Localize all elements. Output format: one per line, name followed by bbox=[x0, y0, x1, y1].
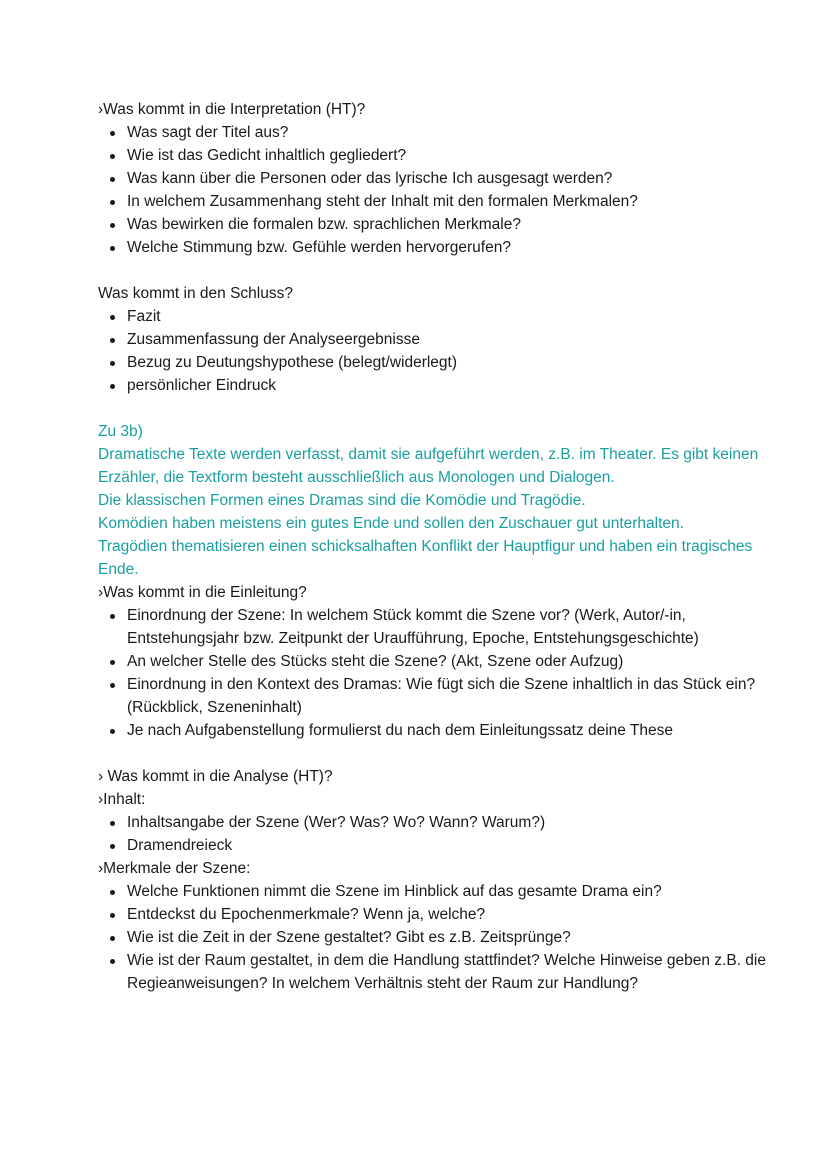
analyse-heading: › Was kommt in die Analyse (HT)? bbox=[98, 768, 333, 785]
analyse-inhalt-list bbox=[98, 811, 778, 857]
list-item: Zusammenfassung der Analyseergebnisse bbox=[98, 328, 778, 351]
list-item: Inhaltsangabe der Szene (Wer? Was? Wo? Wann? Warum?) bbox=[98, 811, 778, 834]
interpretation-list bbox=[98, 121, 778, 259]
list-item: Dramendreieck bbox=[98, 834, 778, 857]
zu3b-heading: Zu 3b) bbox=[98, 423, 143, 440]
list-item: Bezug zu Deutungshypothese (belegt/widerlegt) bbox=[98, 351, 778, 374]
einleitung-section bbox=[98, 581, 778, 742]
zu3b-paragraph: Komödien haben meistens ein gutes Ende und sollen den Zuschauer gut unterhalten. bbox=[98, 515, 684, 532]
interpretation-section bbox=[98, 98, 778, 259]
zu3b-paragraph: Dramatische Texte werden verfasst, damit sie aufgeführt werden, z.B. im Theater. Es gibt keinen Erzähler, die Textform besteht ausschließlich aus Monologen und Dialogen. bbox=[98, 446, 763, 486]
list-item: Fazit bbox=[98, 305, 778, 328]
list-item: Was kann über die Personen oder das lyrische Ich ausgesagt werden? bbox=[98, 167, 778, 190]
list-item: Welche Funktionen nimmt die Szene im Hinblick auf das gesamte Drama ein? bbox=[98, 880, 778, 903]
list-item: Einordnung der Szene: In welchem Stück kommt die Szene vor? (Werk, Autor/-in, Entstehungsjahr bzw. Zeitpunkt der Uraufführung, Epoche, Entstehungsgeschichte) bbox=[98, 604, 778, 650]
list-item: An welcher Stelle des Stücks steht die Szene? (Akt, Szene oder Aufzug) bbox=[98, 650, 778, 673]
schluss-list bbox=[98, 305, 778, 397]
schluss-heading: Was kommt in den Schluss? bbox=[98, 285, 293, 302]
interpretation-heading: ›Was kommt in die Interpretation (HT)? bbox=[98, 101, 366, 118]
list-item: Was bewirken die formalen bzw. sprachlichen Merkmale? bbox=[98, 213, 778, 236]
list-item: In welchem Zusammenhang steht der Inhalt mit den formalen Merkmalen? bbox=[98, 190, 778, 213]
analyse-inhalt-heading: ›Inhalt: bbox=[98, 791, 146, 808]
list-item: persönlicher Eindruck bbox=[98, 374, 778, 397]
einleitung-list bbox=[98, 604, 778, 742]
document-page bbox=[98, 98, 778, 995]
list-item: Welche Stimmung bzw. Gefühle werden hervorgerufen? bbox=[98, 236, 778, 259]
spacer bbox=[98, 259, 778, 282]
list-item: Wie ist das Gedicht inhaltlich gegliedert? bbox=[98, 144, 778, 167]
einleitung-heading: ›Was kommt in die Einleitung? bbox=[98, 584, 307, 601]
spacer bbox=[98, 742, 778, 765]
spacer bbox=[98, 397, 778, 420]
list-item: Wie ist die Zeit in der Szene gestaltet? Gibt es z.B. Zeitsprünge? bbox=[98, 926, 778, 949]
analyse-merkmale-heading: ›Merkmale der Szene: bbox=[98, 860, 251, 877]
zu3b-paragraph: Tragödien thematisieren einen schicksalhaften Konflikt der Hauptfigur und haben ein tragisches Ende. bbox=[98, 538, 757, 578]
list-item: Einordnung in den Kontext des Dramas: Wie fügt sich die Szene inhaltlich in das Stück ein? (Rückblick, Szeneninhalt) bbox=[98, 673, 778, 719]
zu3b-section bbox=[98, 420, 778, 581]
analyse-section bbox=[98, 765, 778, 995]
list-item: Entdeckst du Epochenmerkmale? Wenn ja, welche? bbox=[98, 903, 778, 926]
schluss-section bbox=[98, 282, 778, 397]
list-item: Wie ist der Raum gestaltet, in dem die Handlung stattfindet? Welche Hinweise geben z.B. die Regieanweisungen? In welchem Verhältnis steht der Raum zur Handlung? bbox=[98, 949, 778, 995]
list-item: Je nach Aufgabenstellung formulierst du nach dem Einleitungssatz deine These bbox=[98, 719, 778, 742]
analyse-merkmale-list bbox=[98, 880, 778, 995]
zu3b-paragraph: Die klassischen Formen eines Dramas sind die Komödie und Tragödie. bbox=[98, 492, 586, 509]
list-item: Was sagt der Titel aus? bbox=[98, 121, 778, 144]
